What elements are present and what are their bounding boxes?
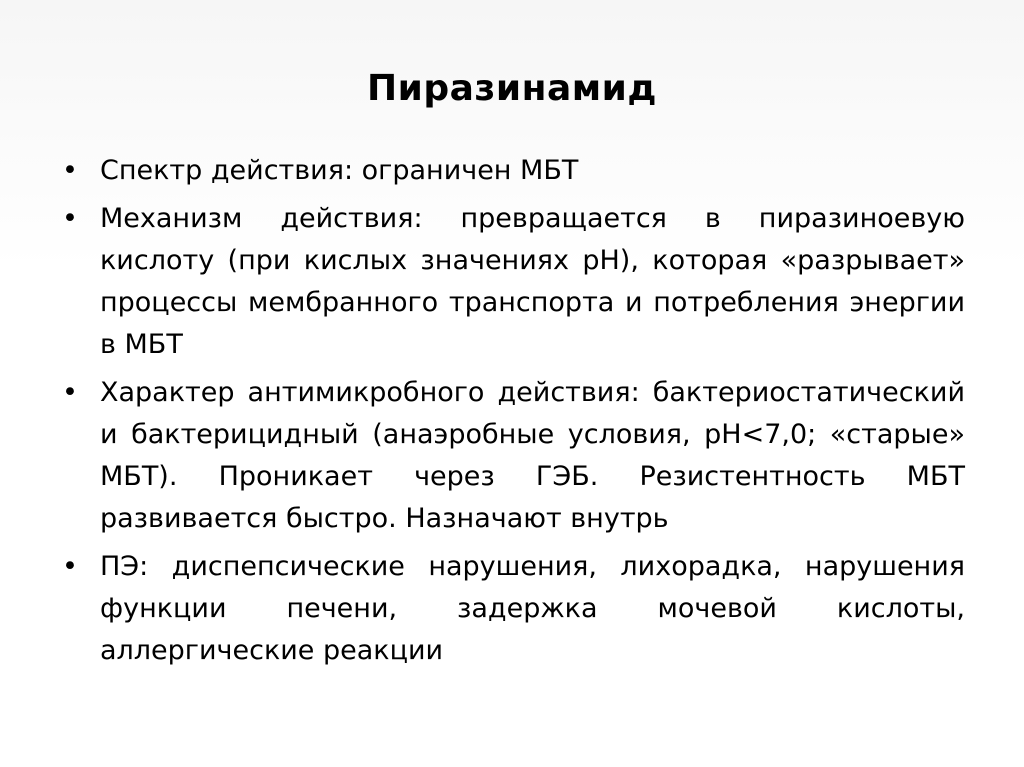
bullet-item-side-effects	[60, 546, 965, 672]
bullet-text: Характер антимикробного действия: бактериостатический и бактерицидный (анаэробные условия, pH<7,0; «старые» МБТ). Проникает через ГЭБ. Резистентность МБТ развивается быстро. Назначают внутрь	[100, 377, 965, 534]
bullet-item-spectrum	[60, 150, 965, 192]
bullet-text: Механизм действия: превращается в пиразиноевую кислоту (при кислых значениях pH), которая «разрывает» процессы мембранного транспорта и потребления энергии в МБТ	[100, 203, 965, 360]
bullet-text: Спектр действия: ограничен МБТ	[100, 155, 579, 186]
bullet-marker: •	[62, 551, 78, 582]
bullet-marker: •	[62, 155, 78, 186]
bullet-item-character	[60, 372, 965, 540]
bullet-list	[60, 150, 965, 678]
bullet-item-mechanism	[60, 198, 965, 366]
bullet-marker: •	[62, 377, 78, 408]
slide-title: Пиразинамид	[367, 68, 657, 109]
bullet-text: ПЭ: диспепсические нарушения, лихорадка, нарушения функции печени, задержка мочевой кислоты, аллергические реакции	[100, 551, 965, 666]
bullet-marker: •	[62, 203, 78, 234]
